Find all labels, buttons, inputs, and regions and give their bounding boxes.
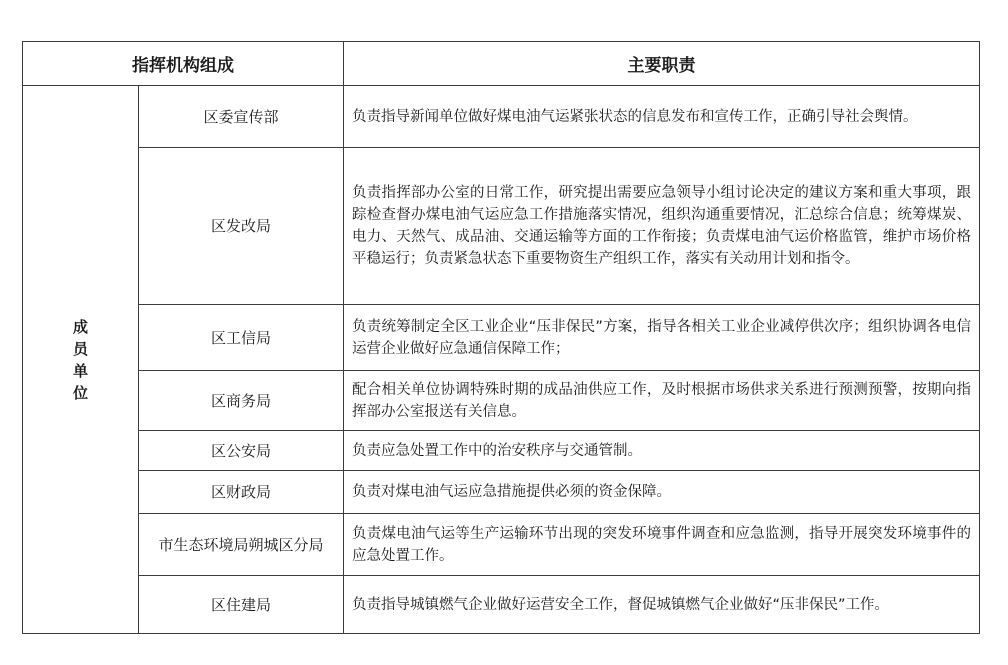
group-char: 成: [72, 317, 88, 336]
table-row: [23, 514, 980, 576]
org-duty: 负责指挥部办公室的日常工作，研究提出需要应急领导小组讨论决定的建议方案和重大事项，跟踪检查督办煤电油气运应急工作措施落实情况，组织沟通重要情况，汇总综合信息；统筹煤炭、电力、天然气、成品油、交通运输等方面的工作衔接；负责煤电油气运价格监管，维护市场价格平稳运行；负责紧急状态下重要物资生产组织工作，落实有关动用计划和指令。: [344, 148, 980, 305]
group-char: 单: [72, 361, 88, 380]
table-row: [23, 471, 980, 514]
table-row: [23, 305, 980, 371]
org-name: 区委宣传部: [139, 86, 344, 148]
org-name: 区工信局: [139, 305, 344, 371]
table-row: [23, 431, 980, 471]
org-duty: 负责应急处置工作中的治安秩序与交通管制。: [344, 431, 980, 471]
org-duty: 负责指导新闻单位做好煤电油气运紧张状态的信息发布和宣传工作，正确引导社会舆情。: [344, 86, 980, 148]
table-row: [23, 148, 980, 305]
header-main-duties: 主要职责: [344, 42, 980, 86]
table-row: [23, 371, 980, 431]
duties-table: [22, 41, 980, 634]
group-char: 位: [72, 383, 88, 402]
org-duty: 负责统筹制定全区工业企业“压非保民”方案，指导各相关工业企业减停供次序；组织协调各电信运营企业做好应急通信保障工作；: [344, 305, 980, 371]
org-name: 区财政局: [139, 471, 344, 514]
org-duty: 负责对煤电油气运应急措施提供必须的资金保障。: [344, 471, 980, 514]
org-name: 市生态环境局朔城区分局: [139, 514, 344, 576]
header-org-composition: 指挥机构组成: [23, 42, 344, 86]
org-name: 区商务局: [139, 371, 344, 431]
org-duty: 配合相关单位协调特殊时期的成品油供应工作，及时根据市场供求关系进行预测预警，按期向指挥部办公室报送有关信息。: [344, 371, 980, 431]
org-duty: 负责煤电油气运等生产运输环节出现的突发环境事件调查和应急监测，指导开展突发环境事件的应急处置工作。: [344, 514, 980, 576]
group-char: 员: [72, 339, 88, 358]
table-row: [23, 86, 980, 148]
org-name: 区发改局: [139, 148, 344, 305]
table-row: [23, 576, 980, 634]
member-units-label: [23, 86, 139, 634]
header-row: [23, 42, 980, 86]
org-name: 区公安局: [139, 431, 344, 471]
org-duty: 负责指导城镇燃气企业做好运营安全工作，督促城镇燃气企业做好“压非保民”工作。: [344, 576, 980, 634]
org-name: 区住建局: [139, 576, 344, 634]
